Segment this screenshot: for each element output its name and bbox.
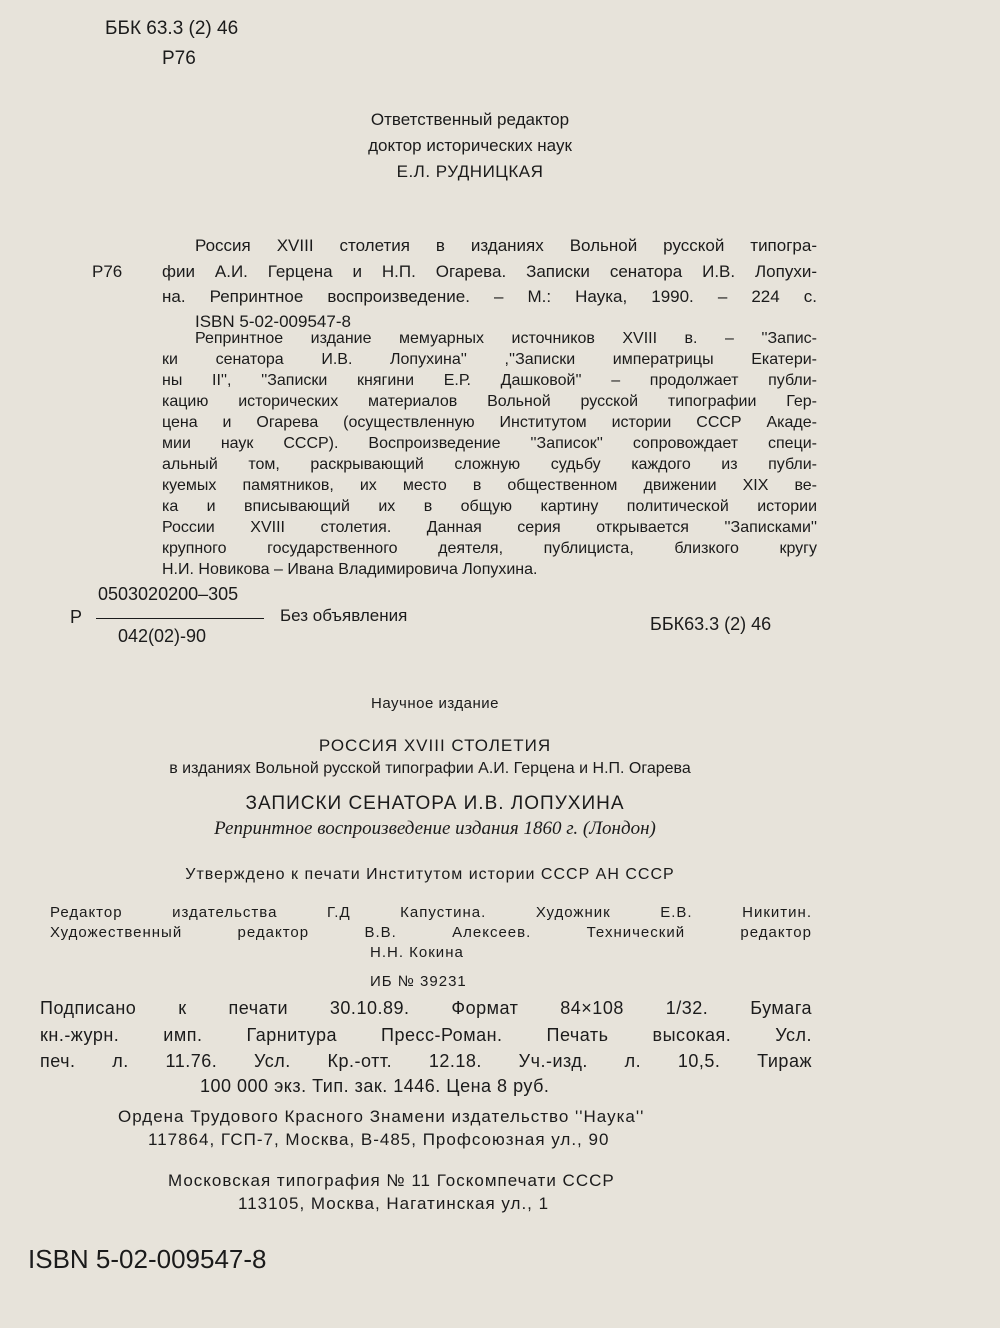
abstract-line-12: Н.И. Новикова – Ивана Владимировича Лопухина. [162, 561, 538, 578]
staff-line-2: Художественный редактор В.В. Алексеев. Технический редактор [50, 924, 812, 941]
publisher-name: Ордена Трудового Красного Знамени издательство ''Наука'' [118, 1107, 645, 1126]
fraction-bar [96, 618, 264, 619]
index-denominator: 042(02)-90 [118, 626, 207, 646]
staff-line-3: Н.Н. Кокина [370, 944, 464, 961]
abstract-line-2: ки сенатора И.В. Лопухина'' ,''Записки императрицы Екатери- [162, 351, 817, 368]
isbn-footer: ISBN 5-02-009547-8 [28, 1244, 267, 1274]
publication-type: Научное издание [371, 695, 499, 712]
abstract-line-10: России XVIII столетия. Данная серия открывается ''Записками'' [162, 519, 817, 536]
abstract-line-11: крупного государственного деятеля, публициста, близкого кругу [162, 540, 817, 557]
abstract-line-7: альный том, раскрывающий сложную судьбу каждого из публи- [162, 456, 817, 473]
catalog-line-1: Россия XVIII столетия в изданиях Вольной русской типогра- [195, 236, 817, 255]
editor-role: Ответственный редактор [370, 110, 570, 129]
staff-line-1: Редактор издательства Г.Д Капустина. Художник Е.В. Никитин. [50, 904, 812, 921]
specs-line-4: 100 000 экз. Тип. зак. 1446. Цена 8 руб. [200, 1076, 550, 1096]
editor-degree: доктор исторических наук [368, 136, 572, 155]
printer-address: 113105, Москва, Нагатинская ул., 1 [238, 1194, 550, 1213]
book-subtitle: в изданиях Вольной русской типографии А.И. Герцена и Н.П. Огарева [169, 760, 691, 777]
bbk-header: ББК 63.3 (2) 46 [105, 18, 239, 39]
abstract-line-3: ны II'', ''Записки княгини Е.Р. Дашковой'' – продолжает публи- [162, 372, 817, 389]
ib-number: ИБ № 39231 [370, 973, 467, 990]
index-note: Без объявления [280, 606, 408, 625]
index-bbk: ББК63.3 (2) 46 [650, 614, 772, 634]
abstract-line-9: ка и вписывающий их в общую картину политической истории [162, 498, 817, 515]
specs-line-2: кн.-журн. имп. Гарнитура Пресс-Роман. Печать высокая. Усл. [40, 1025, 812, 1045]
approved-line: Утверждено к печати Институтом истории СССР АН СССР [185, 866, 675, 883]
work-title: ЗАПИСКИ СЕНАТОРА И.В. ЛОПУХИНА [245, 793, 625, 814]
reprint-note: Репринтное воспроизведение издания 1860 г. (Лондон) [214, 818, 656, 839]
abstract-line-5: цена и Огарева (осуществленную Институтом истории СССР Акаде- [162, 414, 817, 431]
abstract-line-1: Репринтное издание мемуарных источников XVIII в. – ''Запис- [195, 330, 817, 347]
editor-name: Е.Л. РУДНИЦКАЯ [396, 162, 544, 181]
publisher-address: 117864, ГСП-7, Москва, В-485, Профсоюзная ул., 90 [148, 1130, 610, 1149]
catalog-isbn: ISBN 5-02-009547-8 [195, 312, 351, 331]
specs-line-3: печ. л. 11.76. Усл. Кр.-отт. 12.18. Уч.-изд. л. 10,5. Тираж [40, 1051, 812, 1071]
catalog-line-2: фии А.И. Герцена и Н.П. Огарева. Записки сенатора И.В. Лопухи- [162, 262, 817, 281]
book-title: РОССИЯ XVIII СТОЛЕТИЯ [318, 736, 552, 755]
abstract-line-6: мии наук СССР). Воспроизведение ''Записок'' сопровождает специ- [162, 435, 817, 452]
catalog-code: Р76 [92, 262, 123, 281]
abstract-line-4: кацию исторических материалов Вольной русской типографии Гер- [162, 393, 817, 410]
specs-line-1: Подписано к печати 30.10.89. Формат 84×108 1/32. Бумага [40, 998, 812, 1018]
abstract-line-8: куемых памятников, их место в общественном движении XIX ве- [162, 477, 817, 494]
catalog-line-3: на. Репринтное воспроизведение. – М.: Наука, 1990. – 224 с. [162, 287, 817, 306]
author-code: Р76 [162, 48, 196, 69]
printer-name: Московская типография № 11 Госкомпечати СССР [168, 1171, 615, 1190]
index-numerator: 0503020200–305 [98, 584, 239, 604]
index-letter: Р [70, 607, 83, 627]
